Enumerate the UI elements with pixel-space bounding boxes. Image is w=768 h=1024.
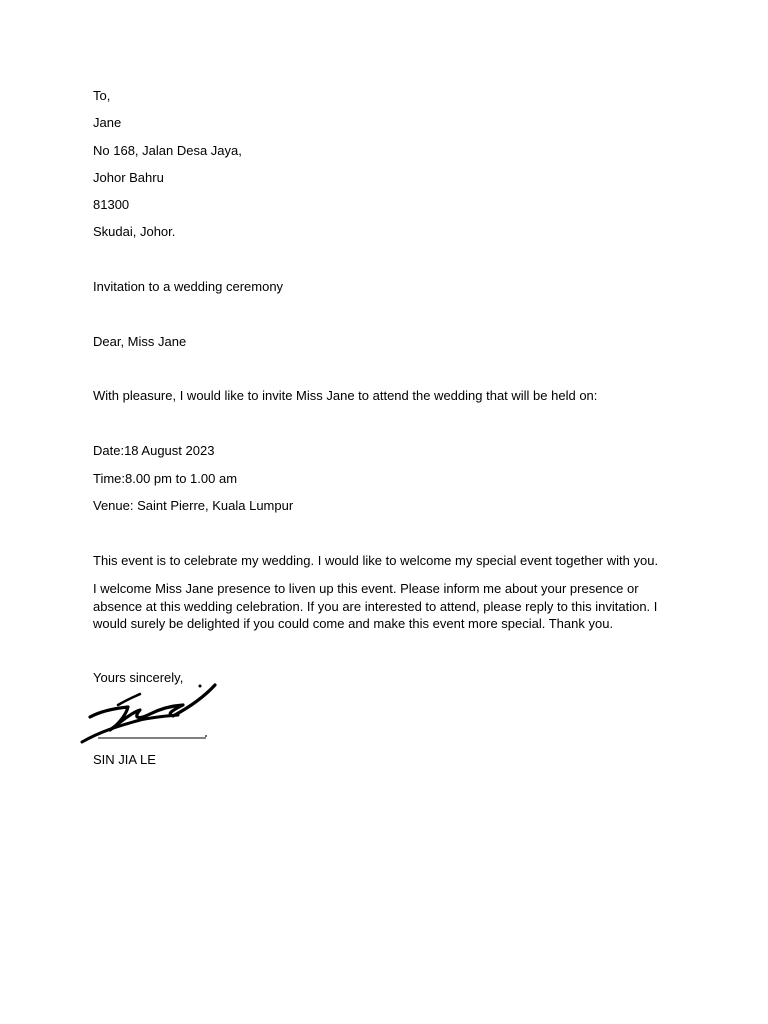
recipient-address-line1: No 168, Jalan Desa Jaya, [93,143,242,158]
body-paragraph-1: This event is to celebrate my wedding. I would like to welcome my special event together with you. [93,553,659,568]
event-venue: Venue: Saint Pierre, Kuala Lumpur [93,498,294,513]
letter-subject: Invitation to a wedding ceremony [93,279,284,294]
body-paragraph-2: I welcome Miss Jane presence to liven up this event. Please inform me about your presence or absence at this wedding celebration. If you are interested to attend, please reply to this invitation. I would surely be delighted if you could come and make this event more special. Thank you. [93,581,658,631]
recipient-address-line3: Skudai, Johor. [93,224,176,239]
letter-greeting: Dear, Miss Jane [93,334,187,349]
recipient-name: Jane [93,115,122,130]
sender-name: SIN JIA LE [93,752,156,767]
event-date: Date:18 August 2023 [93,443,215,458]
letter-intro: With pleasure, I would like to invite Miss Jane to attend the wedding that will be held on: [93,388,598,403]
event-time: Time:8.00 pm to 1.00 am [93,471,238,486]
handwritten-signature [78,680,223,748]
to-label: To, [93,88,111,103]
recipient-address-line2: Johor Bahru [93,170,164,185]
recipient-postcode: 81300 [93,197,130,212]
closing-text: Yours sincerely, [93,670,184,685]
